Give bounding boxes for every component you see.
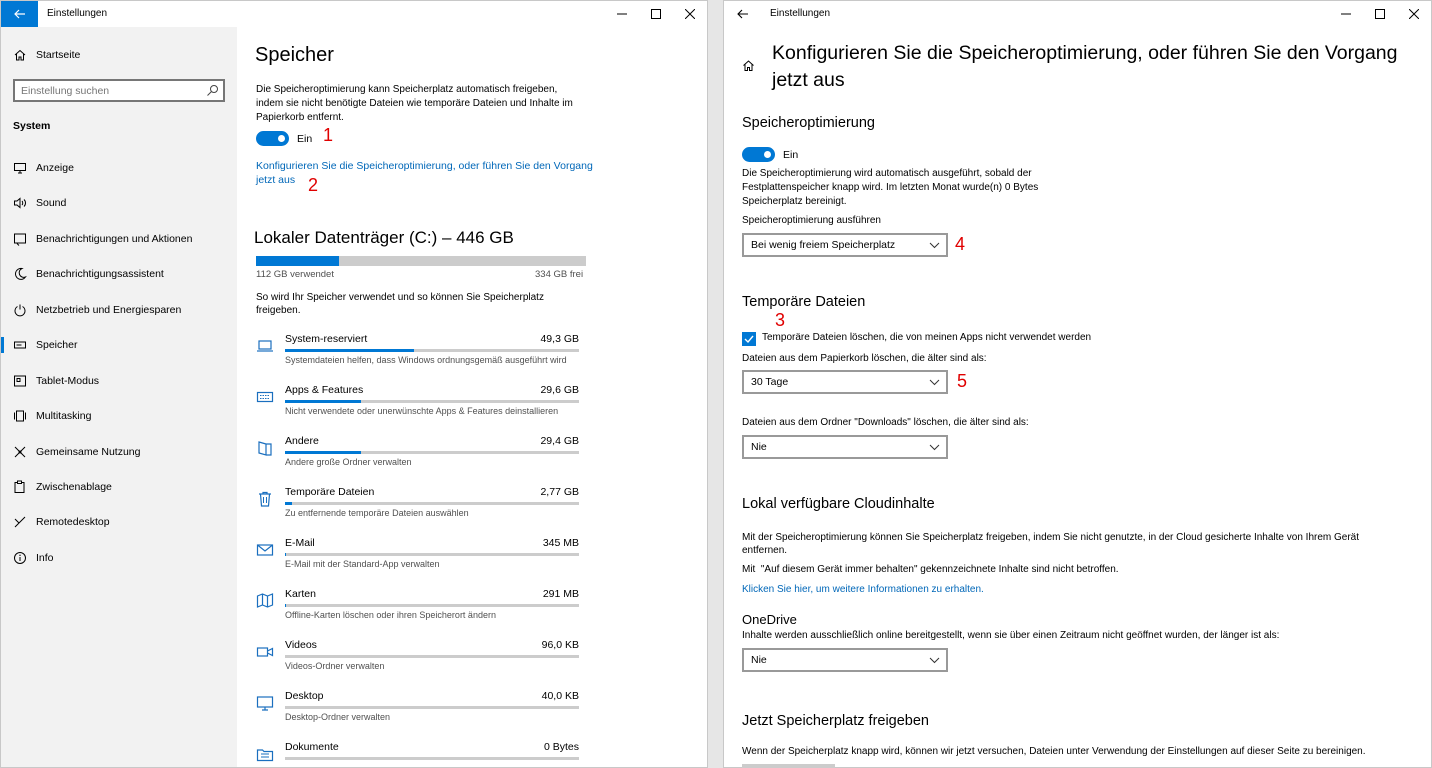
drive-heading: Lokaler Datenträger (C:) – 446 GB xyxy=(254,228,514,247)
category-usage-fill xyxy=(285,502,292,505)
storage-category-other[interactable] xyxy=(256,435,579,486)
run-storage-sense-dropdown[interactable] xyxy=(742,233,948,257)
category-description: Videos-Ordner verwalten xyxy=(285,661,385,671)
info-icon xyxy=(13,551,27,565)
storage-sense-toggle[interactable] xyxy=(742,147,775,162)
chevron-down-icon xyxy=(929,240,940,250)
recycle-bin-label: Dateien aus dem Papierkorb löschen, die älter sind als: xyxy=(742,353,987,364)
category-usage-bar xyxy=(285,502,579,505)
sidebar-item-label: Multitasking xyxy=(36,410,92,422)
annotation-2: 2 xyxy=(308,175,319,195)
sidebar-item-multitasking[interactable] xyxy=(1,402,237,430)
category-usage-bar xyxy=(285,349,579,352)
annotation-1: 1 xyxy=(323,125,334,145)
back-button[interactable] xyxy=(724,1,761,27)
caption-controls xyxy=(1329,1,1431,27)
trash-icon xyxy=(256,490,274,508)
sidebar-item-label: Gemeinsame Nutzung xyxy=(36,446,141,458)
search-box[interactable] xyxy=(13,79,225,102)
category-usage-fill xyxy=(285,553,286,556)
free-space-now-heading: Jetzt Speicherplatz freigeben xyxy=(742,713,929,729)
category-usage-bar xyxy=(285,553,579,556)
chevron-down-icon xyxy=(929,655,940,665)
sidebar-item-label: Remotedesktop xyxy=(36,516,110,528)
sidebar-item-label: Sound xyxy=(36,197,67,209)
usage-intro: So wird Ihr Speicher verwendet und so können Sie Speicherplatz freigeben. xyxy=(256,292,544,316)
sidebar-item-remote-desktop[interactable] xyxy=(1,508,237,536)
share-icon xyxy=(13,445,27,459)
clean-now-button[interactable] xyxy=(742,764,835,768)
drive-usage-fill xyxy=(256,256,339,266)
storage-category-desktop[interactable] xyxy=(256,690,579,741)
category-size: 29,6 GB xyxy=(540,384,579,396)
search-icon xyxy=(206,84,219,97)
free-space-now-description: Wenn der Speicherplatz knapp wird, können wir jetzt versuchen, Dateien unter Verwendung der Einstellungen auf dieser Seite zu bereinigen. xyxy=(742,746,1366,757)
storage-category-maps[interactable] xyxy=(256,588,579,639)
checkmark-icon xyxy=(744,334,754,344)
category-name: Desktop xyxy=(285,690,324,702)
storage-sense-description: Die Speicheroptimierung kann Speicherplatz automatisch freigeben, indem sie nicht benötigte Dateien wie temporäre Dateien und Inhalte im Papierkorb entfernt. xyxy=(256,84,573,123)
notification-icon xyxy=(13,232,27,246)
sidebar-item-label: Anzeige xyxy=(36,162,74,174)
map-icon xyxy=(256,592,274,610)
category-size: 291 MB xyxy=(542,588,579,600)
back-arrow-icon xyxy=(14,9,26,19)
page-title: Konfigurieren Sie die Speicheroptimierung, oder führen Sie den Vorgang jetzt aus xyxy=(772,42,1398,91)
category-description: E-Mail mit der Standard-App verwalten xyxy=(285,559,440,569)
moon-icon xyxy=(13,267,27,281)
storage-category-videos[interactable] xyxy=(256,639,579,690)
settings-window-left xyxy=(0,0,708,768)
category-size: 29,4 GB xyxy=(540,435,579,447)
toggle-state-label: Ein xyxy=(783,149,799,161)
chevron-down-icon xyxy=(929,377,940,387)
downloads-dropdown[interactable] xyxy=(742,435,948,459)
storage-category-apps[interactable] xyxy=(256,384,579,435)
category-name: Temporäre Dateien xyxy=(285,486,375,498)
category-usage-fill xyxy=(285,451,361,454)
category-name: Apps & Features xyxy=(285,384,364,396)
dropdown-value: Bei wenig freiem Speicherplatz xyxy=(751,239,896,251)
downloads-label: Dateien aus dem Ordner "Downloads" löschen, die älter sind als: xyxy=(742,417,1029,428)
sidebar-item-label: Info xyxy=(36,552,54,564)
video-icon xyxy=(256,643,274,661)
delete-temp-files-checkbox[interactable] xyxy=(742,332,756,346)
storage-category-system-reserved[interactable] xyxy=(256,333,579,384)
sidebar-item-label: Benachrichtigungsassistent xyxy=(36,268,164,280)
storage-category-mail[interactable] xyxy=(256,537,579,588)
maximize-icon xyxy=(1375,9,1385,19)
configure-storage-sense-link[interactable]: Konfigurieren Sie die Speicheroptimierung, oder führen Sie den Vorgang jetzt aus xyxy=(256,160,593,186)
search-input[interactable] xyxy=(21,83,201,98)
category-size: 40,0 KB xyxy=(541,690,579,702)
page-title: Speicher xyxy=(255,44,334,66)
cloud-content-note: Mit "Auf diesem Gerät immer behalten" gekennzeichnete Inhalte sind nicht betroffen. xyxy=(742,564,1119,575)
close-button[interactable] xyxy=(1397,1,1431,27)
category-usage-bar xyxy=(285,400,579,403)
speaker-icon xyxy=(13,196,27,210)
sidebar-item-focus-assist[interactable] xyxy=(1,260,237,288)
caption-controls xyxy=(605,1,707,27)
monitor-icon xyxy=(256,694,274,712)
category-description: Systemdateien helfen, dass Windows ordnungsgemäß ausgeführt wird xyxy=(285,355,567,365)
minimize-icon xyxy=(1341,9,1351,19)
onedrive-dropdown[interactable] xyxy=(742,648,948,672)
category-name: Videos xyxy=(285,639,317,651)
dropdown-value: Nie xyxy=(751,654,767,666)
category-size: 345 MB xyxy=(542,537,579,549)
documents-icon xyxy=(256,745,274,763)
keyboard-icon xyxy=(256,388,274,406)
category-usage-fill xyxy=(285,604,286,607)
category-usage-bar xyxy=(285,706,579,709)
sidebar-item-label: Zwischenablage xyxy=(36,481,112,493)
back-arrow-icon xyxy=(737,9,749,19)
maximize-button[interactable] xyxy=(1363,1,1397,27)
storage-sense-description: Die Speicheroptimierung wird automatisch ausgeführt, sobald der Festplattenspeicher knapp wird. Im letzten Monat wurde(n) 0 Bytes Speicherplatz bereinigt. xyxy=(742,168,1039,207)
drive-usage-bar xyxy=(256,256,586,266)
temp-files-heading: Temporäre Dateien xyxy=(742,294,866,310)
cloud-content-heading: Lokal verfügbare Cloudinhalte xyxy=(742,496,935,512)
cloud-content-description: Mit der Speicheroptimierung können Sie Speicherplatz freigeben, indem Sie nicht genutzte, in der Cloud gesicherte Inhalte von Ihrem Gerät entfernen. xyxy=(742,532,1360,556)
title-bar xyxy=(724,1,1431,27)
category-description: Desktop-Ordner verwalten xyxy=(285,712,391,722)
category-name: Dokumente xyxy=(285,741,339,753)
category-usage-bar xyxy=(285,451,579,454)
free-space-label: 334 GB frei xyxy=(535,269,584,280)
home-icon[interactable] xyxy=(742,59,755,72)
multitasking-icon xyxy=(13,409,27,423)
annotation-5: 5 xyxy=(957,371,968,391)
recycle-bin-dropdown[interactable] xyxy=(742,370,948,394)
run-storage-sense-label: Speicheroptimierung ausführen xyxy=(742,215,881,226)
maximize-button[interactable] xyxy=(639,1,673,27)
toggle-state-label: Ein xyxy=(297,133,313,145)
home-icon xyxy=(13,48,27,62)
sidebar-item-label: Startseite xyxy=(36,49,81,61)
sidebar-item-info[interactable] xyxy=(1,544,237,572)
category-size: 96,0 KB xyxy=(541,639,579,651)
remote-desktop-icon xyxy=(13,515,27,529)
delete-temp-files-label: Temporäre Dateien löschen, die von meinen Apps nicht verwendet werden xyxy=(762,332,1092,343)
laptop-icon xyxy=(256,337,274,355)
mail-icon xyxy=(256,541,274,559)
category-usage-bar xyxy=(285,757,579,760)
title-bar xyxy=(1,1,707,27)
category-usage-fill xyxy=(285,349,414,352)
close-button[interactable] xyxy=(673,1,707,27)
sidebar-item-tablet-mode[interactable] xyxy=(1,367,237,395)
category-name: System-reserviert xyxy=(285,333,368,345)
category-description: Nicht verwendete oder unerwünschte Apps & Features deinstallieren xyxy=(285,406,559,416)
sidebar-item-home[interactable] xyxy=(1,41,237,69)
sidebar-item-label: Speicher xyxy=(36,339,78,351)
category-description: Offline-Karten löschen oder ihren Speicherort ändern xyxy=(285,610,496,620)
category-description: Andere große Ordner verwalten xyxy=(285,457,412,467)
sidebar xyxy=(1,27,237,767)
sidebar-item-notifications[interactable] xyxy=(1,225,237,253)
sidebar-item-power[interactable] xyxy=(1,296,237,324)
storage-sense-toggle[interactable] xyxy=(256,131,289,146)
learn-more-link[interactable]: Klicken Sie hier, um weitere Informationen zu erhalten. xyxy=(742,584,984,595)
category-name: Karten xyxy=(285,588,316,600)
close-icon xyxy=(1409,9,1419,19)
sidebar-item-label: Netzbetrieb und Energiesparen xyxy=(36,304,182,316)
sidebar-section-title: System xyxy=(13,120,51,132)
category-size: 0 Bytes xyxy=(543,741,579,753)
maximize-icon xyxy=(651,9,661,19)
category-size: 49,3 GB xyxy=(540,333,579,345)
window-title: Einstellungen xyxy=(47,8,108,19)
dropdown-value: Nie xyxy=(751,441,767,453)
annotation-3: 3 xyxy=(775,310,786,330)
minimize-button[interactable] xyxy=(1329,1,1363,27)
category-usage-bar xyxy=(285,604,579,607)
sidebar-item-shared-experiences[interactable] xyxy=(1,438,237,466)
sidebar-item-clipboard[interactable] xyxy=(1,473,237,501)
onedrive-heading: OneDrive xyxy=(742,612,797,627)
category-description: Zu entfernende temporäre Dateien auswählen xyxy=(285,508,469,518)
dropdown-value: 30 Tage xyxy=(751,376,789,388)
sidebar-item-anzeige[interactable] xyxy=(1,154,237,182)
tablet-icon xyxy=(13,374,27,388)
category-name: E-Mail xyxy=(285,537,315,549)
minimize-icon xyxy=(617,9,627,19)
annotation-4: 4 xyxy=(955,234,966,254)
onedrive-label: Inhalte werden ausschließlich online bereitgestellt, wenn sie über einen Zeitraum nicht geöffnet wurden, der länger ist als: xyxy=(742,630,1280,641)
minimize-button[interactable] xyxy=(605,1,639,27)
sidebar-item-sound[interactable] xyxy=(1,189,237,217)
display-icon xyxy=(13,161,27,175)
back-button[interactable] xyxy=(1,1,38,27)
close-icon xyxy=(685,9,695,19)
folder-icon xyxy=(256,439,274,457)
storage-category-temp-files[interactable] xyxy=(256,486,579,537)
sidebar-item-storage[interactable] xyxy=(1,331,237,359)
category-usage-fill xyxy=(285,400,361,403)
used-space-label: 112 GB verwendet xyxy=(256,269,334,280)
storage-icon xyxy=(13,338,27,352)
power-icon xyxy=(13,303,27,317)
chevron-down-icon xyxy=(929,442,940,452)
category-size: 2,77 GB xyxy=(540,486,579,498)
clipboard-icon xyxy=(13,480,27,494)
storage-category-documents[interactable] xyxy=(256,741,579,768)
storage-sense-heading: Speicheroptimierung xyxy=(742,115,875,131)
sidebar-item-label: Benachrichtigungen und Aktionen xyxy=(36,233,193,245)
category-usage-bar xyxy=(285,655,579,658)
window-title: Einstellungen xyxy=(770,8,831,19)
category-name: Andere xyxy=(285,435,319,447)
sidebar-item-label: Tablet-Modus xyxy=(36,375,100,387)
